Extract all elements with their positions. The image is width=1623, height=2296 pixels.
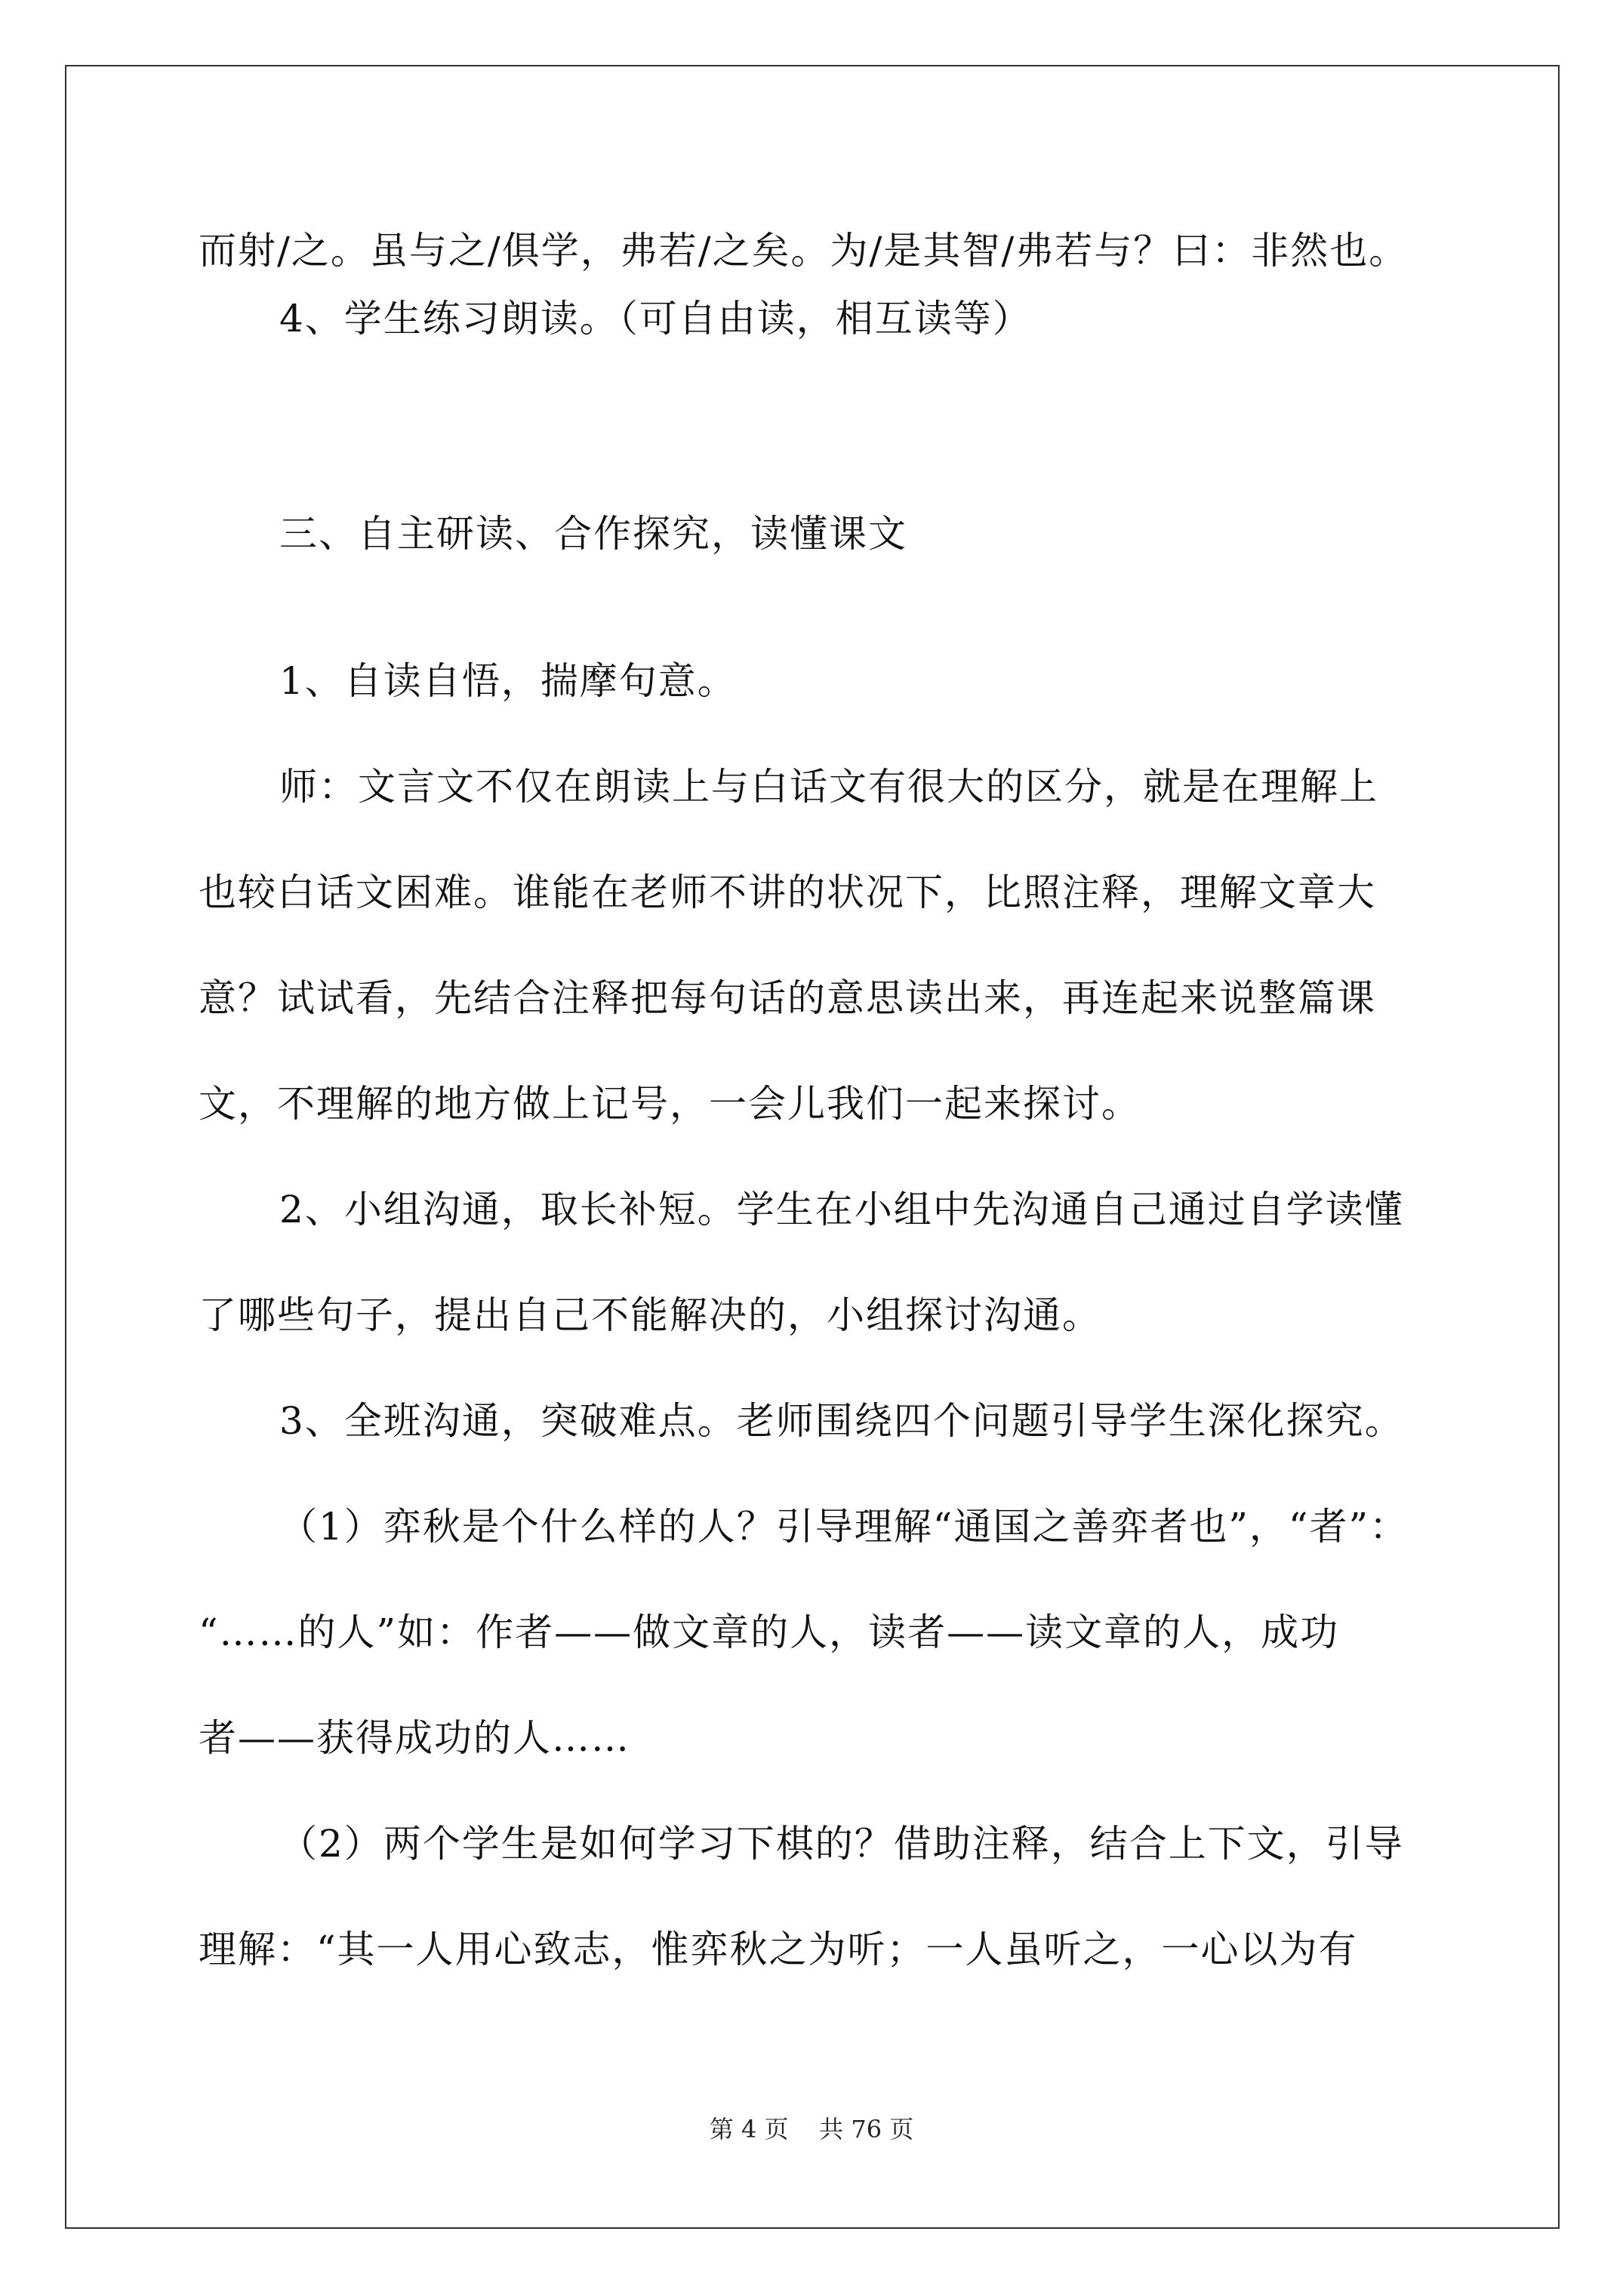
text-line: 文，不理解的地方做上记号，一会儿我们一起来探讨。 [199,1082,1141,1126]
text-line: 意？试试看，先结合注释把每句话的意思读出来，再连起来说整篇课 [199,976,1376,1020]
text-line: 而射/之。虽与之/俱学，弗若/之矣。为/是其智/弗若与？曰：非然也。 [199,229,1409,273]
text-line: “……的人”如：作者——做文章的人，读者——读文章的人，成功 [199,1610,1340,1654]
section-heading: 三、自主研读、合作探究，读懂课文 [279,512,907,556]
page-border [65,65,1560,2229]
text-line: 1、自读自悟，揣摩句意。 [279,659,737,703]
text-line: 也较白话文困难。谁能在老师不讲的状况下，比照注释，理解文章大 [199,871,1376,914]
text-line: 2、小组沟通，取长补短。学生在小组中先沟通自己通过自学读懂 [279,1188,1404,1231]
text-line: （2）两个学生是如何学习下棋的？借助注释，结合上下文，引导 [279,1822,1404,1866]
text-line: 者——获得成功的人…… [199,1716,630,1760]
text-line: 理解：“其一人用心致志，惟弈秋之为听；一人虽听之，一心以为有 [199,1928,1358,1971]
text-line: 4、学生练习朗读。（可自由读，相互读等） [279,297,1032,341]
text-line: （1）弈秋是个什么样的人？引导理解“通国之善弈者也”，“者”： [279,1505,1409,1549]
text-line: 3、全班沟通，突破难点。老师围绕四个问题引导学生深化探究。 [279,1399,1404,1443]
page-number-footer: 第 4 页 共 76 页 [709,2115,914,2143]
text-line: 师：文言文不仅在朗读上与白话文有很大的区分，就是在理解上 [279,765,1378,809]
text-line: 了哪些句子，提出自己不能解决的，小组探讨沟通。 [199,1293,1101,1337]
